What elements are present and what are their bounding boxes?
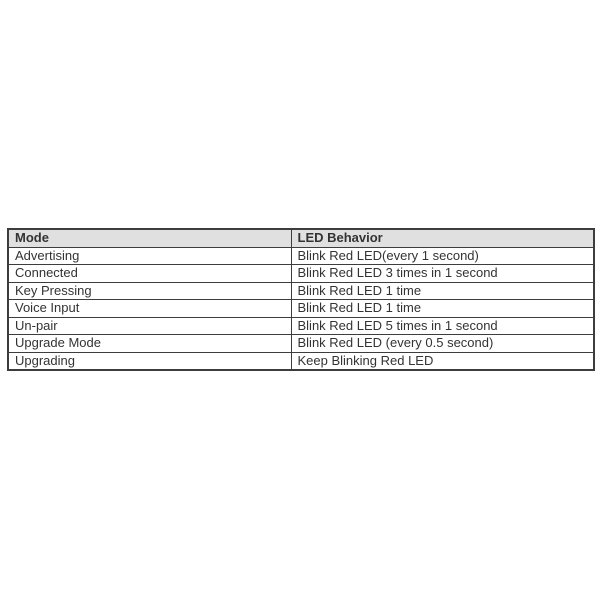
- cell-behavior: Blink Red LED(every 1 second): [291, 247, 594, 265]
- column-header-led-behavior: LED Behavior: [291, 229, 594, 247]
- cell-mode: Key Pressing: [8, 282, 291, 300]
- cell-behavior: Blink Red LED (every 0.5 second): [291, 335, 594, 353]
- cell-mode: Connected: [8, 265, 291, 283]
- cell-behavior: Blink Red LED 1 time: [291, 282, 594, 300]
- cell-mode: Upgrading: [8, 352, 291, 370]
- cell-mode: Advertising: [8, 247, 291, 265]
- table-row: [8, 352, 594, 370]
- table-row: [8, 247, 594, 265]
- cell-behavior: Keep Blinking Red LED: [291, 352, 594, 370]
- cell-mode: Un-pair: [8, 317, 291, 335]
- column-header-mode: Mode: [8, 229, 291, 247]
- cell-behavior: Blink Red LED 3 times in 1 second: [291, 265, 594, 283]
- cell-behavior: Blink Red LED 5 times in 1 second: [291, 317, 594, 335]
- table-header-row: [8, 229, 594, 247]
- cell-behavior: Blink Red LED 1 time: [291, 300, 594, 318]
- cell-mode: Voice Input: [8, 300, 291, 318]
- led-behavior-table: [7, 228, 595, 371]
- table-row: [8, 335, 594, 353]
- table-row: [8, 265, 594, 283]
- table-row: [8, 300, 594, 318]
- table-row: [8, 282, 594, 300]
- cell-mode: Upgrade Mode: [8, 335, 291, 353]
- table-row: [8, 317, 594, 335]
